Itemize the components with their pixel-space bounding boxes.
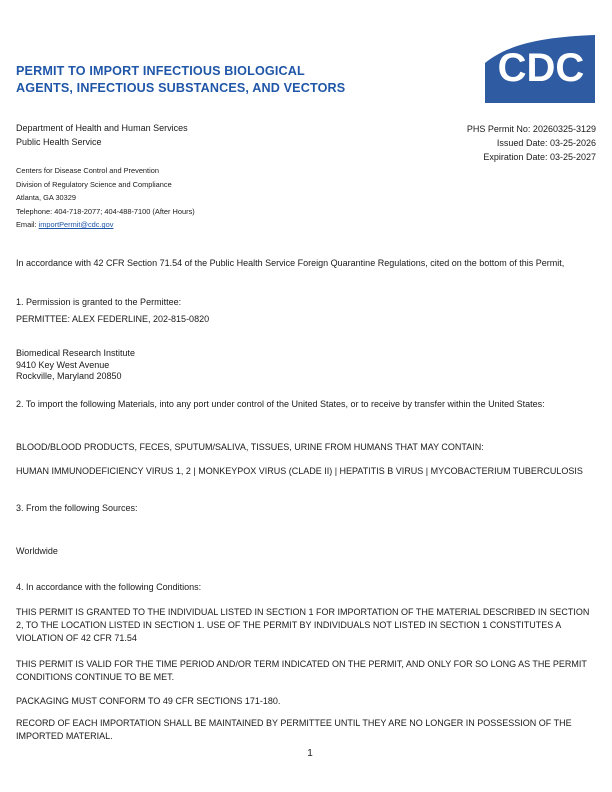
agents-line: HUMAN IMMUNODEFICIENCY VIRUS 1, 2 | MONKEYPOX VIRUS (CLADE II) | HEPATITIS B VIRUS | MYCOBACTERIUM TUBERCULOSIS xyxy=(16,466,583,476)
document-title xyxy=(16,63,436,96)
cdc-logo-graphic xyxy=(485,33,595,103)
permittee-address xyxy=(16,348,598,383)
permit-number: PHS Permit No: 20260325-3129 xyxy=(466,124,596,134)
address-line-1: Biomedical Research Institute xyxy=(16,348,136,358)
issued-date: Issued Date: 03-25-2026 xyxy=(496,138,596,148)
page-number: 1 xyxy=(307,748,313,759)
permit-meta xyxy=(467,122,596,164)
cdc-logo xyxy=(485,33,595,103)
expiration-date: Expiration Date: 03-25-2027 xyxy=(483,152,596,162)
address-line-2: 9410 Key West Avenue xyxy=(16,359,110,370)
title-line-2: AGENTS, INFECTIOUS SUBSTANCES, AND VECTORS xyxy=(16,80,346,95)
contact-line-1: Centers for Disease Control and Prevention xyxy=(16,166,159,175)
agency-line-2: Public Health Service xyxy=(16,136,102,147)
logo-text: CDC xyxy=(497,46,585,90)
contact-line-3: Atlanta, GA 30329 xyxy=(16,193,76,203)
contact-line-4: Telephone: 404-718-2077; 404-488-7100 (After Hours) xyxy=(16,206,195,216)
agency-block xyxy=(16,122,188,149)
email-label: Email: xyxy=(16,220,39,230)
sources: Worldwide xyxy=(16,546,58,556)
condition-1: THIS PERMIT IS GRANTED TO THE INDIVIDUAL LISTED IN SECTION 1 FOR IMPORTATION OF THE MATERIAL DESCRIBED IN SECTION 2, TO THE LOCATION LISTED IN SECTION 1. USE OF THE PERMIT BY INDIVIDUALS NOT LISTED IN SECTION 1 CONSTITUTES A VIOLATION OF 42 CFR 71.54 xyxy=(16,607,590,643)
contact-email-row xyxy=(16,218,195,232)
section-2-heading: 2. To import the following Materials, into any port under control of the United States, or to receive by transfer within the United States: xyxy=(16,399,545,409)
agency-line-1: Department of Health and Human Services xyxy=(16,123,188,133)
condition-4: RECORD OF EACH IMPORTATION SHALL BE MAINTAINED BY PERMITTEE UNTIL THEY ARE NO LONGER IN POSSESSION OF THE IMPORTED MATERIAL. xyxy=(16,718,572,741)
section-4-heading: 4. In accordance with the following Conditions: xyxy=(16,582,202,592)
section-1-heading: 1. Permission is granted to the Permittee: xyxy=(16,297,182,307)
email-link[interactable]: importPermit@cdc.gov xyxy=(38,220,114,230)
contact-line-2: Division of Regulatory Science and Compliance xyxy=(16,179,172,189)
materials-line: BLOOD/BLOOD PRODUCTS, FECES, SPUTUM/SALIVA, TISSUES, URINE FROM HUMANS THAT MAY CONTAIN: xyxy=(16,442,484,452)
condition-3: PACKAGING MUST CONFORM TO 49 CFR SECTIONS 171-180. xyxy=(16,696,281,706)
intro-paragraph: In accordance with 42 CFR Section 71.54 of the Public Health Service Foreign Quarantine Regulations, cited on the bottom of this Permit, xyxy=(16,258,565,268)
address-line-3: Rockville, Maryland 20850 xyxy=(16,371,122,382)
title-line-1: PERMIT TO IMPORT INFECTIOUS BIOLOGICAL xyxy=(16,64,305,78)
contact-block xyxy=(16,164,195,232)
section-3-heading: 3. From the following Sources: xyxy=(16,503,138,513)
condition-2: THIS PERMIT IS VALID FOR THE TIME PERIOD AND/OR TERM INDICATED ON THE PERMIT, AND ONLY FOR SO LONG AS THE PERMIT CONDITIONS CONTINUE TO BE MET. xyxy=(16,659,587,682)
permittee: PERMITTEE: ALEX FEDERLINE, 202-815-0820 xyxy=(16,314,210,324)
